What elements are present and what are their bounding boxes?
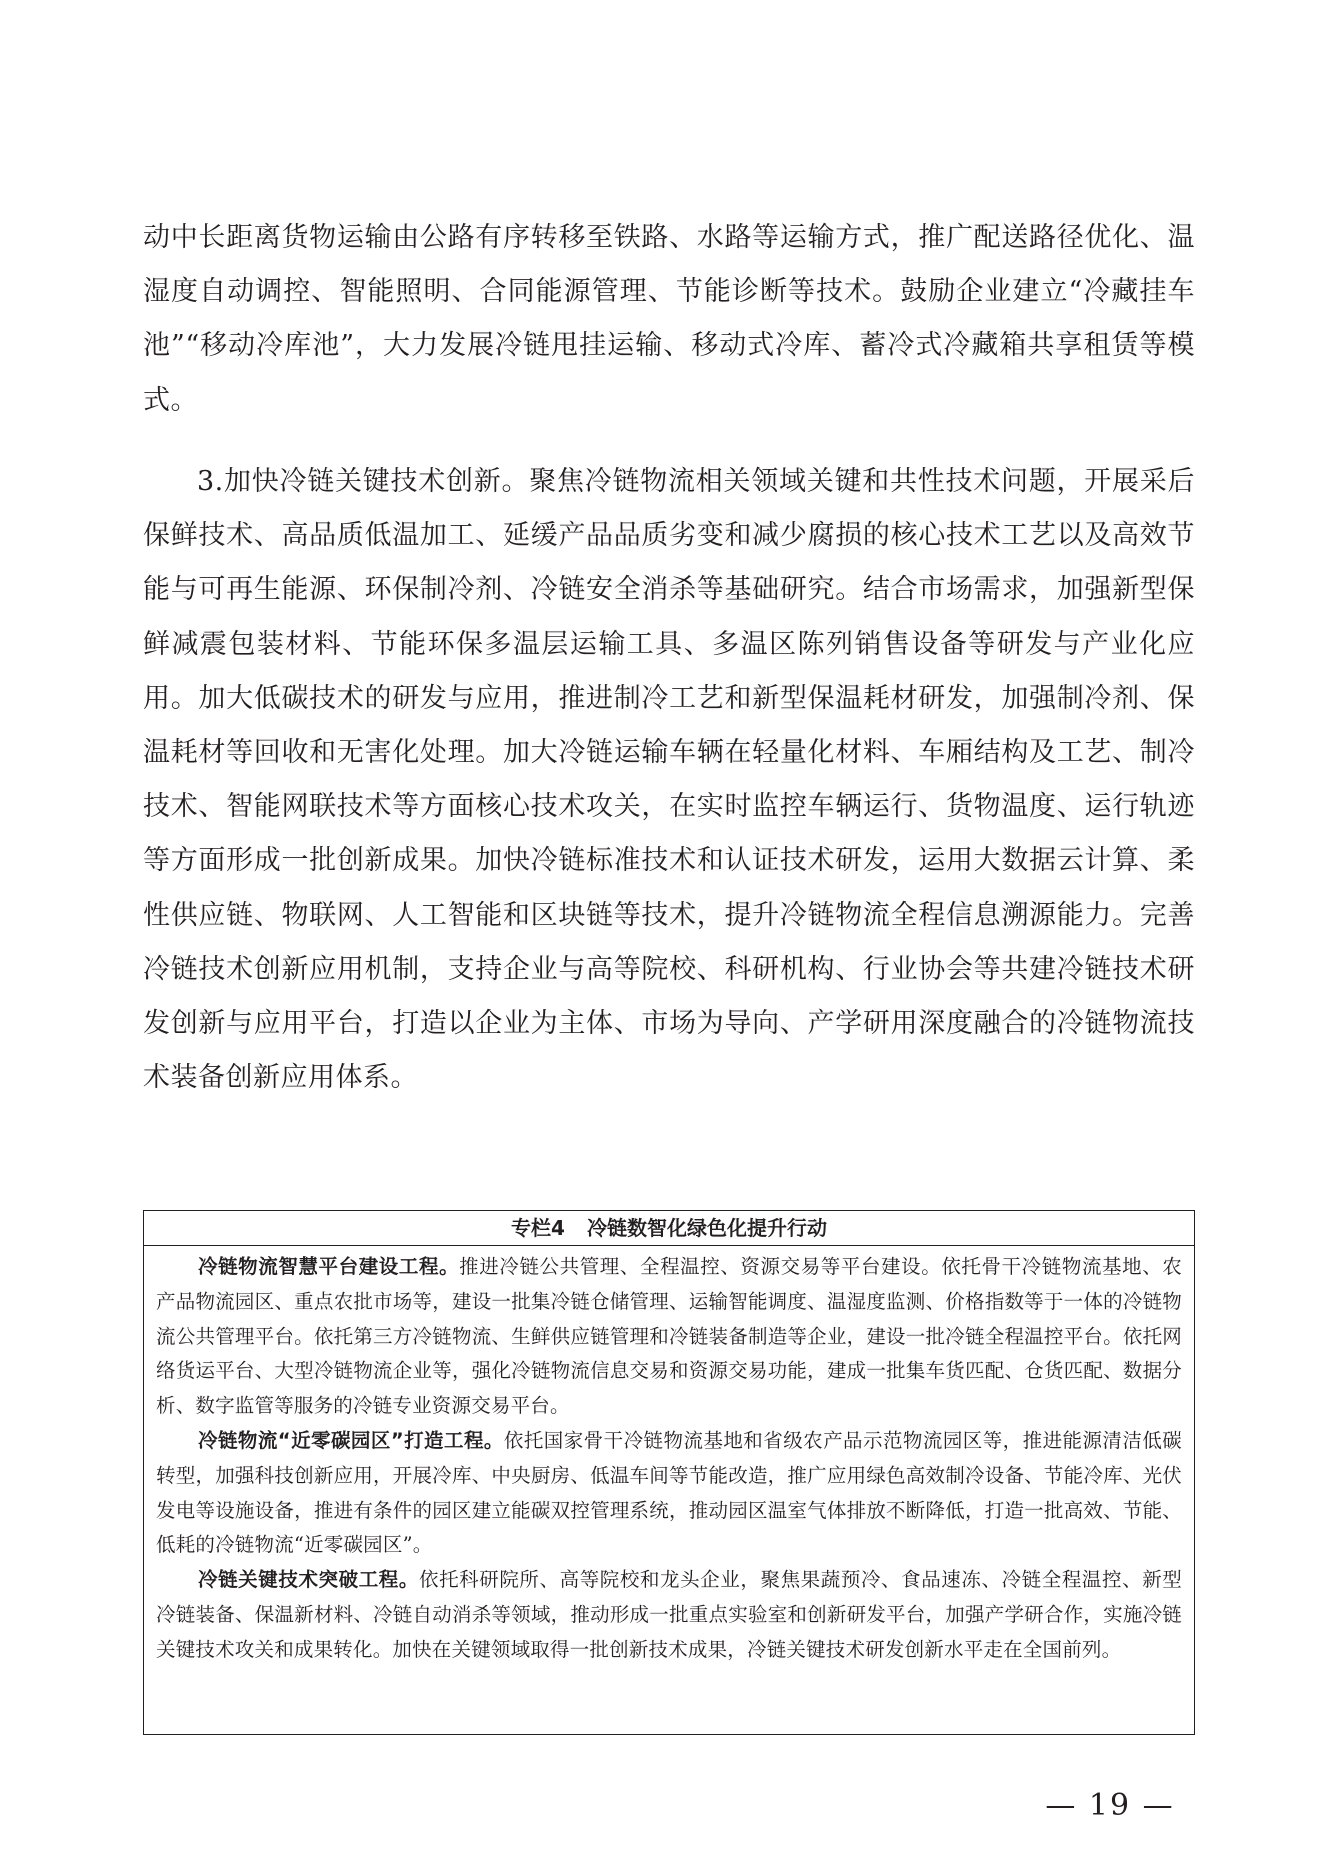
column-box-item-2-lead: 冷链物流“近零碳园区”打造工程。 [198, 1428, 504, 1452]
column-box [143, 1210, 1195, 1735]
column-box-item-2 [156, 1424, 1182, 1563]
column-box-item-1 [156, 1250, 1182, 1424]
column-box-item-1-text: 推进冷链公共管理、全程温控、资源交易等平台建设。依托骨干冷链物流基地、农产品物流园区、重点农批市场等，建设一批集冷链仓储管理、运输智能调度、温湿度监测、价格指数等于一体的冷链物流公共管理平台。依托第三方冷链物流、生鲜供应链管理和冷链装备制造等企业，建设一批冷链全程温控平台。依托网络货运平台、大型冷链物流企业等，强化冷链物流信息交易和资源交易功能，建成一批集车货匹配、仓货匹配、数据分析、数字监管等服务的冷链专业资源交易平台。 [156, 1255, 1182, 1418]
column-box-item-3-lead: 冷链关键技术突破工程。 [198, 1568, 419, 1592]
column-box-body [144, 1246, 1194, 1668]
column-box-item-3-text: 依托科研院所、高等院校和龙头企业，聚焦果蔬预冷、食品速冻、冷链全程温控、新型冷链装备、保温新材料、冷链自动消杀等领域，推动形成一批重点实验室和创新研发平台，加强产学研合作，实施冷链关键技术攻关和成果转化。加快在关键领域取得一批创新技术成果，冷链关键技术研发创新水平走在全国前列。 [156, 1568, 1182, 1661]
column-box-item-2-text: 依托国家骨干冷链物流基地和省级农产品示范物流园区等，推进能源清洁低碳转型，加强科技创新应用，开展冷库、中央厨房、低温车间等节能改造，推广应用绿色高效制冷设备、节能冷库、光伏发电等设施设备，推进有条件的园区建立能碳双控管理系统，推动园区温室气体排放不断降低，打造一批高效、节能、低耗的冷链物流“近零碳园区”。 [156, 1428, 1182, 1557]
column-box-item-1-lead: 冷链物流智慧平台建设工程。 [198, 1255, 460, 1278]
column-box-item-3 [156, 1563, 1182, 1667]
body-paragraph-2: 3.加快冷链关键技术创新。聚焦冷链物流相关领域关键和共性技术问题，开展采后保鲜技术、高品质低温加工、延缓产品品质劣变和减少腐损的核心技术工艺以及高效节能与可再生能源、环保制冷剂、冷链安全消杀等基础研究。结合市场需求，加强新型保鲜减震包装材料、节能环保多温层运输工具、多温区陈列销售设备等研发与产业化应用。加大低碳技术的研发与应用，推进制冷工艺和新型保温耗材研发，加强制冷剂、保温耗材等回收和无害化处理。加大冷链运输车辆在轻量化材料、车厢结构及工艺、制冷技术、智能网联技术等方面核心技术攻关，在实时监控车辆运行、货物温度、运行轨迹等方面形成一批创新成果。加快冷链标准技术和认证技术研发，运用大数据云计算、柔性供应链、物联网、人工智能和区块链等技术，提升冷链物流全程信息溯源能力。完善冷链技术创新应用机制，支持企业与高等院校、科研机构、行业协会等共建冷链技术研发创新与应用平台，打造以企业为主体、市场为导向、产学研用深度融合的冷链物流技术装备创新应用体系。 [143, 466, 1195, 1094]
column-box-tag: 专栏4 [511, 1216, 565, 1240]
page-number: — 19 — [1045, 1788, 1175, 1823]
body-paragraph-1: 动中长距离货物运输由公路有序转移至铁路、水路等运输方式，推广配送路径优化、温湿度自动调控、智能照明、合同能源管理、节能诊断等技术。鼓励企业建立“冷藏挂车池”“移动冷库池”，大力发展冷链甩挂运输、移动式冷库、蓄冷式冷藏箱共享租赁等模式。 [143, 222, 1195, 416]
column-box-title: 冷链数智化绿色化提升行动 [586, 1216, 827, 1240]
column-box-header [144, 1211, 1194, 1246]
